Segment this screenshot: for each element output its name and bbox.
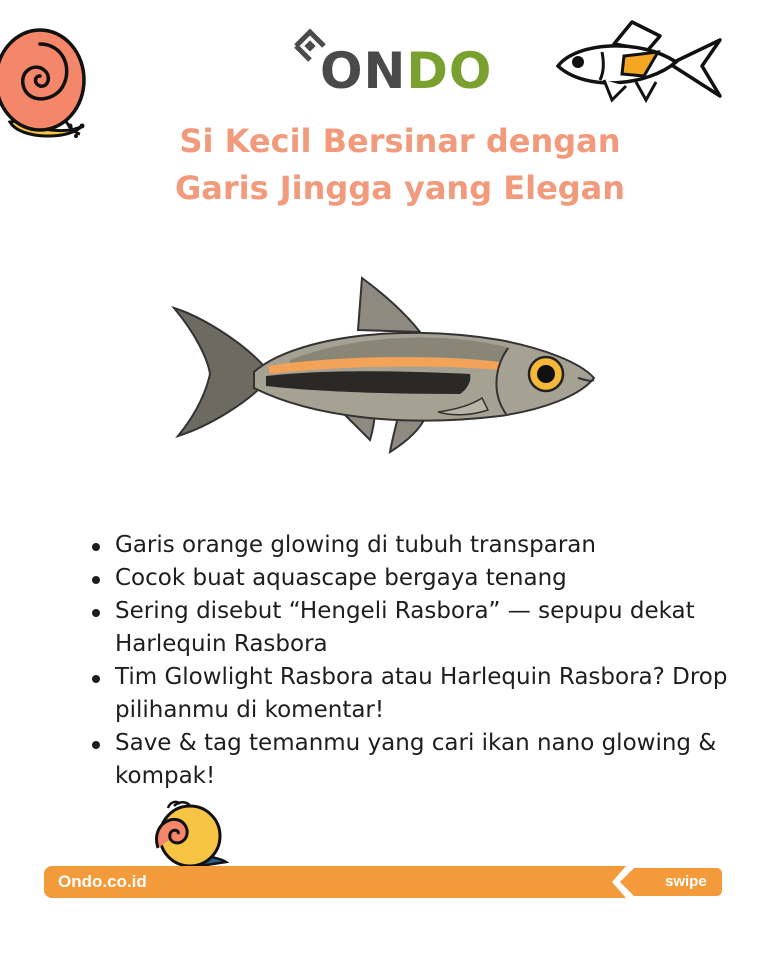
- brand-name-dark: ON: [320, 42, 407, 100]
- brand-name-green: DO: [406, 42, 493, 100]
- headline-line-1: Si Kecil Bersinar dengan: [179, 122, 621, 160]
- list-item-text: Garis orange glowing di tubuh transparan: [115, 532, 596, 558]
- list-item: [90, 595, 730, 661]
- list-item-text: Sering disebut “Hengeli Rasbora” — sepupu dekat Harlequin Rasbora: [115, 598, 695, 657]
- list-item-text: Cocok buat aquascape bergaya tenang: [115, 565, 567, 591]
- list-item: [90, 727, 730, 793]
- list-item: [90, 562, 730, 595]
- headline-line-2: Garis Jingga yang Elegan: [174, 169, 626, 207]
- swipe-label: swipe: [665, 873, 707, 890]
- bullet-dot-icon: [92, 609, 100, 617]
- bullet-dot-icon: [92, 675, 100, 683]
- list-item-text: Tim Glowlight Rasbora atau Harlequin Rasbora? Drop pilihanmu di komentar!: [115, 664, 728, 723]
- bullet-dot-icon: [92, 543, 100, 551]
- fish-top-right-icon: [552, 16, 728, 108]
- rasbora-fish-illustration: [170, 270, 600, 470]
- list-item: [90, 529, 730, 562]
- bullet-dot-icon: [92, 576, 100, 584]
- list-item: [90, 661, 730, 727]
- list-item-text: Save & tag temanmu yang cari ikan nano glowing & kompak!: [115, 730, 717, 789]
- brand-logo: [286, 22, 493, 102]
- brand-name: [320, 42, 493, 100]
- headline: [0, 118, 768, 212]
- bullet-dot-icon: [92, 741, 100, 749]
- footer-url-link[interactable]: Ondo.co.id: [58, 872, 147, 891]
- feature-list: [90, 529, 730, 793]
- snail-bottom-icon: [140, 796, 232, 870]
